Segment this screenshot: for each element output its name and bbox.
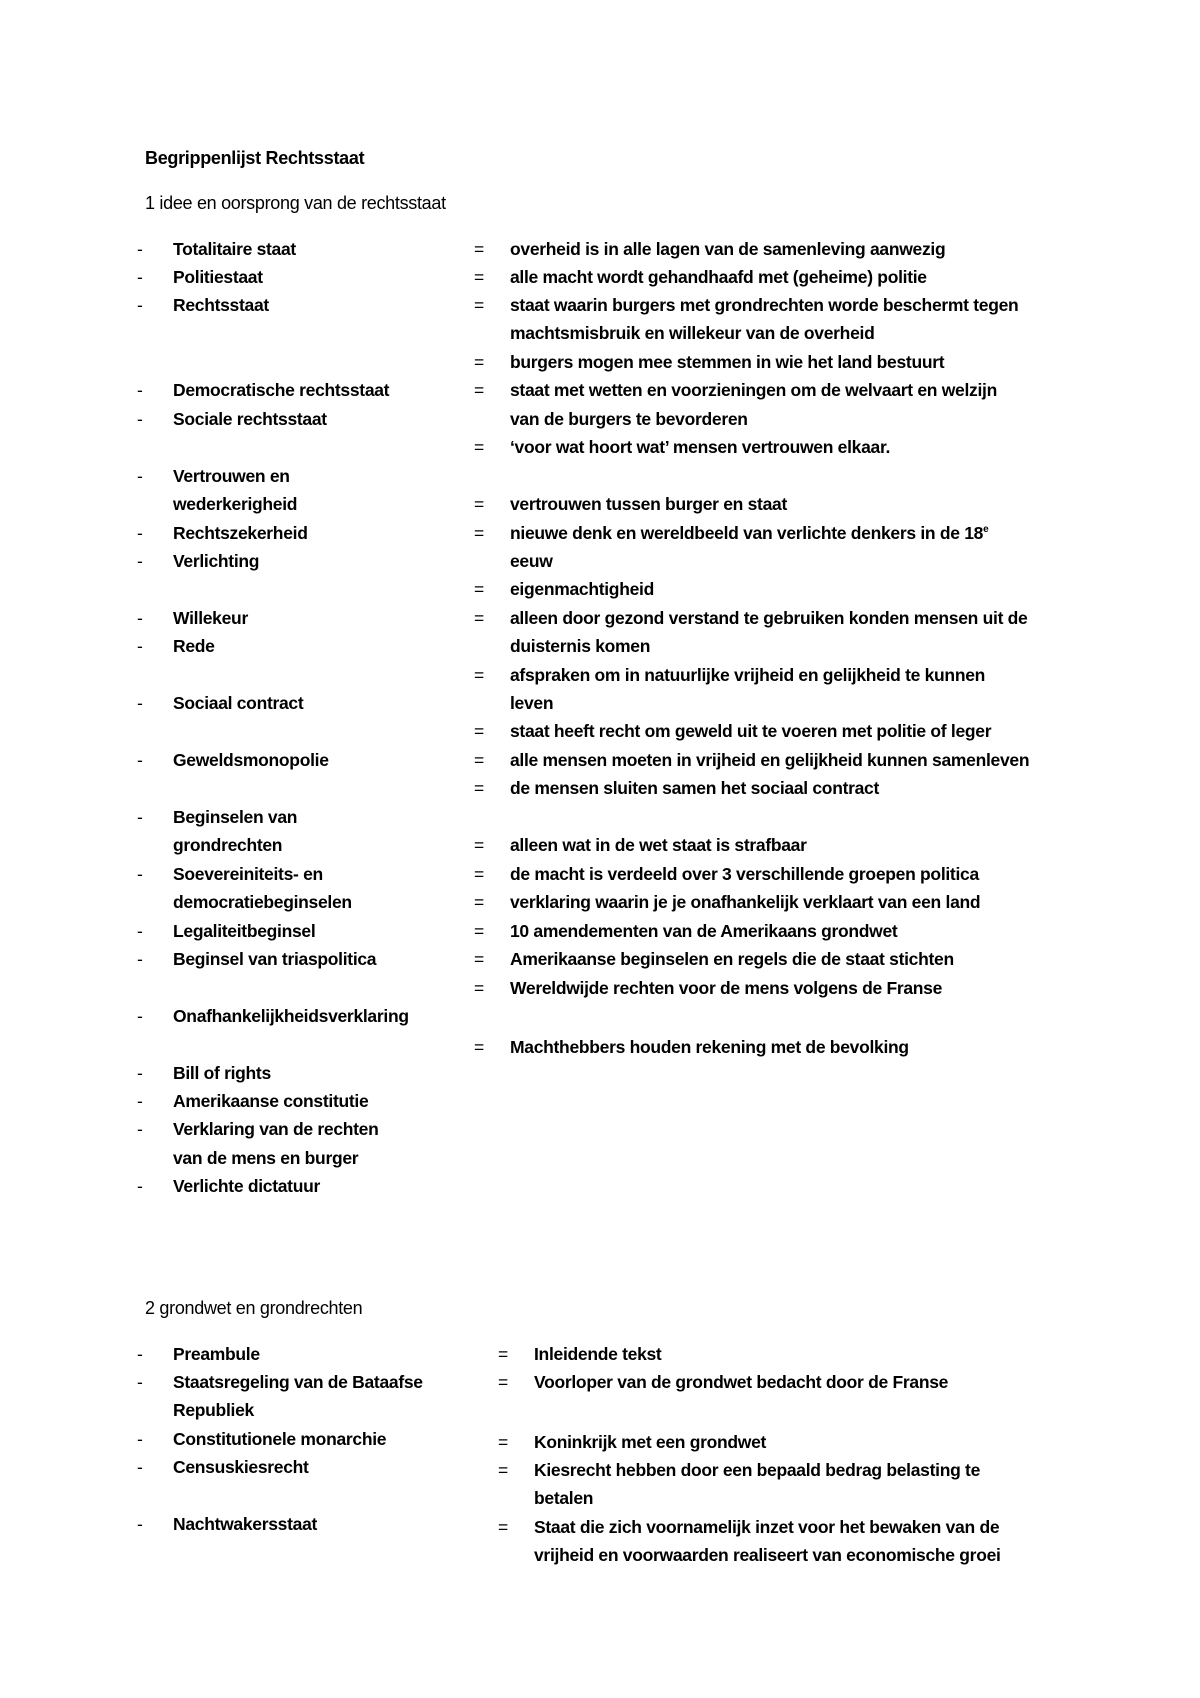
term: Verlichting — [173, 551, 260, 571]
equals-sign: = — [498, 1344, 508, 1364]
list-bullet: - — [137, 1006, 143, 1026]
term: Preambule — [173, 1344, 260, 1364]
definition: Amerikaanse beginselen en regels die de staat stichten — [510, 949, 954, 969]
list-bullet: - — [137, 608, 143, 628]
definition: alleen door gezond verstand te gebruiken konden mensen uit de — [510, 608, 1028, 628]
definition: eigenmachtigheid — [510, 579, 654, 599]
definition: Voorloper van de grondwet bedacht door de Franse — [534, 1372, 949, 1392]
list-bullet: - — [137, 693, 143, 713]
term: Democratische rechtsstaat — [173, 380, 390, 400]
equals-sign: = — [498, 1432, 508, 1452]
term: Willekeur — [173, 608, 248, 628]
section-1-heading: 1 idee en oorsprong van de rechtsstaat — [145, 193, 446, 213]
equals-sign: = — [474, 239, 484, 259]
list-bullet: - — [137, 921, 143, 941]
list-bullet: - — [137, 750, 143, 770]
definition: machtsmisbruik en willekeur van de overheid — [510, 323, 875, 343]
list-bullet: - — [137, 1063, 143, 1083]
term: Sociale rechtsstaat — [173, 409, 327, 429]
term: Geweldsmonopolie — [173, 750, 329, 770]
definition: duisternis komen — [510, 636, 651, 656]
definition: alle macht wordt gehandhaafd met (geheime) politie — [510, 267, 927, 287]
equals-sign: = — [498, 1517, 508, 1537]
equals-sign: = — [474, 523, 484, 543]
term: Vertrouwen en — [173, 466, 290, 486]
term: Amerikaanse constitutie — [173, 1091, 369, 1111]
equals-sign: = — [474, 750, 484, 770]
equals-sign: = — [474, 1037, 484, 1057]
definition: betalen — [534, 1488, 594, 1508]
definition: 10 amendementen van de Amerikaans grondwet — [510, 921, 898, 941]
definition: Kiesrecht hebben door een bepaald bedrag belasting te — [534, 1460, 981, 1480]
list-bullet: - — [137, 1429, 143, 1449]
list-bullet: - — [137, 1119, 143, 1139]
term: Republiek — [173, 1400, 254, 1420]
list-bullet: - — [137, 380, 143, 400]
equals-sign: = — [474, 665, 484, 685]
term: Totalitaire staat — [173, 239, 296, 259]
equals-sign: = — [474, 778, 484, 798]
equals-sign: = — [474, 921, 484, 941]
list-bullet: - — [137, 636, 143, 656]
equals-sign: = — [474, 978, 484, 998]
definition: leven — [510, 693, 554, 713]
term: Rede — [173, 636, 215, 656]
list-bullet: - — [137, 1457, 143, 1477]
list-bullet: - — [137, 466, 143, 486]
definition: de mensen sluiten samen het sociaal contract — [510, 778, 880, 798]
equals-sign: = — [474, 437, 484, 457]
term: Beginsel van triaspolitica — [173, 949, 377, 969]
definition: vertrouwen tussen burger en staat — [510, 494, 787, 514]
definition: overheid is in alle lagen van de samenleving aanwezig — [510, 239, 946, 259]
term: Nachtwakersstaat — [173, 1514, 318, 1534]
document-title: Begrippenlijst Rechtsstaat — [145, 148, 365, 168]
term: van de mens en burger — [173, 1148, 359, 1168]
list-bullet: - — [137, 1514, 143, 1534]
list-bullet: - — [137, 551, 143, 571]
equals-sign: = — [474, 295, 484, 315]
equals-sign: = — [474, 721, 484, 741]
list-bullet: - — [137, 409, 143, 429]
term: Verlichte dictatuur — [173, 1176, 320, 1196]
definition: Wereldwijde rechten voor de mens volgens de Franse — [510, 978, 943, 998]
definition: staat heeft recht om geweld uit te voeren met politie of leger — [510, 721, 992, 741]
definition: burgers mogen mee stemmen in wie het land bestuurt — [510, 352, 945, 372]
equals-sign: = — [474, 579, 484, 599]
definition: alle mensen moeten in vrijheid en gelijkheid kunnen samenleven — [510, 750, 1030, 770]
definition: Machthebbers houden rekening met de bevolking — [510, 1037, 909, 1057]
list-bullet: - — [137, 807, 143, 827]
term: Onafhankelijkheidsverklaring — [173, 1006, 409, 1026]
definition: van de burgers te bevorderen — [510, 409, 748, 429]
definition: vrijheid en voorwaarden realiseert van economische groei — [534, 1545, 1001, 1565]
definition: verklaring waarin je je onafhankelijk verklaart van een land — [510, 892, 981, 912]
term: Constitutionele monarchie — [173, 1429, 387, 1449]
list-bullet: - — [137, 1372, 143, 1392]
term: Soevereiniteits- en — [173, 864, 323, 884]
definition: alleen wat in de wet staat is strafbaar — [510, 835, 807, 855]
equals-sign: = — [474, 267, 484, 287]
list-bullet: - — [137, 239, 143, 259]
definition: staat met wetten en voorzieningen om de welvaart en welzijn — [510, 380, 998, 400]
term: democratiebeginselen — [173, 892, 352, 912]
equals-sign: = — [474, 380, 484, 400]
list-bullet: - — [137, 523, 143, 543]
equals-sign: = — [474, 864, 484, 884]
equals-sign: = — [474, 892, 484, 912]
definition: afspraken om in natuurlijke vrijheid en gelijkheid te kunnen — [510, 665, 986, 685]
superscript: e — [983, 524, 989, 536]
equals-sign: = — [474, 494, 484, 514]
definition: staat waarin burgers met grondrechten worde beschermt tegen — [510, 295, 1019, 315]
term: Rechtsstaat — [173, 295, 269, 315]
list-bullet: - — [137, 949, 143, 969]
list-bullet: - — [137, 864, 143, 884]
term: Politiestaat — [173, 267, 263, 287]
list-bullet: - — [137, 267, 143, 287]
term: Sociaal contract — [173, 693, 304, 713]
definition: Staat die zich voornamelijk inzet voor het bewaken van de — [534, 1517, 1000, 1537]
list-bullet: - — [137, 1091, 143, 1111]
definition-text: nieuwe denk en wereldbeeld van verlichte denkers in de 18 — [510, 523, 984, 543]
equals-sign: = — [474, 352, 484, 372]
definition: Koninkrijk met een grondwet — [534, 1432, 767, 1452]
definition: de macht is verdeeld over 3 verschillende groepen politica — [510, 864, 979, 884]
definition: Inleidende tekst — [534, 1344, 662, 1364]
term: Bill of rights — [173, 1063, 271, 1083]
definition: eeuw — [510, 551, 553, 571]
term: Beginselen van — [173, 807, 298, 827]
term: Censuskiesrecht — [173, 1457, 309, 1477]
list-bullet: - — [137, 295, 143, 315]
term: Staatsregeling van de Bataafse — [173, 1372, 423, 1392]
list-bullet: - — [137, 1344, 143, 1364]
equals-sign: = — [474, 608, 484, 628]
equals-sign: = — [498, 1372, 508, 1392]
section-2-heading: 2 grondwet en grondrechten — [145, 1298, 363, 1318]
list-bullet: - — [137, 1176, 143, 1196]
term: Legaliteitbeginsel — [173, 921, 316, 941]
term: Rechtszekerheid — [173, 523, 308, 543]
term: wederkerigheid — [173, 494, 298, 514]
term: Verklaring van de rechten — [173, 1119, 379, 1139]
term: grondrechten — [173, 835, 283, 855]
equals-sign: = — [474, 835, 484, 855]
definition — [510, 522, 988, 544]
equals-sign: = — [498, 1460, 508, 1480]
definition: ‘voor wat hoort wat’ mensen vertrouwen elkaar. — [510, 437, 891, 457]
equals-sign: = — [474, 949, 484, 969]
